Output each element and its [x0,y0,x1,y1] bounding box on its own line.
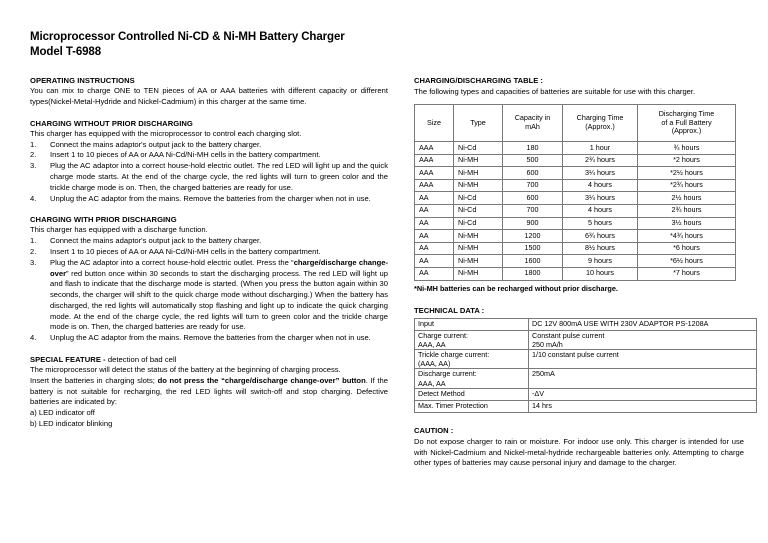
section-heading-charging-discharging-table: CHARGING/DISCHARGING TABLE : [414,76,543,86]
table-row [415,369,757,388]
table-row [415,167,736,180]
cell-size: AA [415,204,454,217]
cell-capacity: 600 [503,192,563,205]
step-number: 2. [30,246,37,256]
header-line: (Approx.) [585,121,615,131]
tech-value-discharge-current [529,369,757,388]
cell-size: AA [415,255,454,268]
cell-size: AA [415,192,454,205]
section-heading-charging-without-prior-discharging: CHARGING WITHOUT PRIOR DISCHARGING [30,118,193,128]
column-header-charging-time [563,104,638,141]
table-row [415,318,757,330]
cell-discharging-time: *7 hours [638,267,736,280]
tech-key-line: Discharge current: [418,369,477,379]
table-row [415,388,757,400]
tech-value-line: -ΔV [532,388,544,398]
header-line: (Approx.) [671,126,702,136]
charging-table-footnote: *Ni-MH batteries can be recharged without prior discharge. [414,283,618,293]
cell-size: AAA [415,179,454,192]
cell-charging-time: 3¼ hours [563,192,638,205]
technical-data-body [415,318,757,412]
cell-discharging-time: 3½ hours [638,217,736,230]
section-heading-caution: CAUTION : [414,425,454,435]
cell-type: Ni-MH [454,167,503,180]
tech-key-line: Trickle charge current: [418,349,490,359]
cell-capacity: 1600 [503,255,563,268]
charging-table-intro: The following types and capacities of batteries are suitable for use with this charger. [414,87,696,97]
tech-value-line: 14 hrs [532,400,552,410]
step-number: 1. [30,139,37,149]
cell-type: Ni-MH [454,179,503,192]
tech-value-input [529,318,757,330]
charging-discharging-table [414,104,736,281]
section-heading-special-feature [30,355,388,364]
cell-size: AAA [415,167,454,180]
step-text: Connect the mains adaptor's output jack to the battery charger. [50,236,262,246]
step-number: 1. [30,236,37,246]
special-feature-text-before: Insert the batteries in charging slots; [30,375,158,385]
table-row [415,179,736,192]
cell-charging-time: 9 hours [563,255,638,268]
cell-discharging-time: ¾ hours [638,141,736,154]
cell-charging-time: 5 hours [563,217,638,230]
cell-charging-time: 6¾ hours [563,230,638,243]
section-heading-charging-with-prior-discharging: CHARGING WITH PRIOR DISCHARGING [30,215,177,225]
tech-key-subline: (AAA, AA) [418,359,451,369]
defective-indicator-b: b) LED indicator blinking [30,418,113,428]
tech-key-line: Input [418,318,434,328]
cell-capacity: 900 [503,217,563,230]
cell-charging-time: 1 hour [563,141,638,154]
tech-key-subline: AAA, AA [418,339,446,349]
cell-type: Ni-MH [454,242,503,255]
column-header-size [415,104,454,141]
tech-key-line: Max. Timer Protection [418,400,488,410]
tech-value-charge-current [529,330,757,349]
tech-key-discharge-current [415,369,529,388]
cell-capacity: 1200 [503,230,563,243]
cell-capacity: 180 [503,141,563,154]
cell-type: Ni-MH [454,154,503,167]
cell-charging-time: 2¾ hours [563,154,638,167]
cell-size: AAA [415,141,454,154]
cell-capacity: 1800 [503,267,563,280]
header-line: Charging Time [576,113,624,123]
cell-capacity: 1500 [503,242,563,255]
tech-value-subline: 250 mA/h [532,339,563,349]
cell-capacity: 600 [503,167,563,180]
operating-instructions-body: You can mix to charge ONE to TEN pieces of AA or AAA batteries with different capacity or different types(Nickel-Metal-Hydride and Nickel-Cadmium) in this charger at the same time. [30,86,388,107]
step-number: 2. [30,150,37,160]
cell-discharging-time: *2¾ hours [638,179,736,192]
step-text: Unplug the AC adaptor from the mains. Remove the batteries from the charger when not in use. [50,193,371,203]
cell-type: Ni-MH [454,255,503,268]
tech-value-detect-method [529,388,757,400]
cell-capacity: 700 [503,179,563,192]
cell-capacity: 700 [503,204,563,217]
special-feature-subtitle: detection of bad cell [105,354,177,364]
step-number: 4. [30,333,37,343]
list-item [30,236,388,247]
header-line: mAh [525,121,540,131]
table-row [415,204,736,217]
table-header [415,104,736,141]
cell-size: AA [415,267,454,280]
table-row [415,255,736,268]
step-number: 3. [30,257,37,267]
table-row [415,230,736,243]
list-item [30,150,388,161]
cell-type: Ni-MH [454,267,503,280]
cell-capacity: 500 [503,154,563,167]
cell-discharging-time: *4¾ hours [638,230,736,243]
special-feature-text-after: . If the battery is not suitable for recharging, the red LED lights will switch-off and stop charging. Defective batteries are indicated by: [30,375,388,407]
list-item [30,247,388,258]
tech-key-input [415,318,529,330]
right-column [414,76,744,469]
step-text: Connect the mains adaptor's output jack to the battery charger. [50,139,262,149]
list-item [30,194,388,205]
cell-type: Ni-Cd [454,217,503,230]
step-text-after: ” red button once within 30 seconds to start the discharging process. The red LED will light up and flash to indicate that the discharge mode is started. (When you press the button again within 30 seconds, the charger will shift to the quick charge mode without discharging.) When the battery has discharged, the red lights will automatically stop flashing and light up to indicate the quick charging mode. At the end of the charge cycle, the red lights will turn to green color and the trickle charge mode is on. Then, the charged batteries are ready for use. [50,268,388,332]
tech-value-line: Constant pulse current [532,330,605,340]
list-item [30,333,388,344]
tech-value-line: DC 12V 800mA USE WITH 230V ADAPTOR PS-1208A [532,318,709,328]
step-text: Unplug the AC adaptor from the mains. Remove the batteries from the charger when not in use. [50,333,371,343]
cell-charging-time: 8½ hours [563,242,638,255]
cell-discharging-time: *6 hours [638,242,736,255]
cell-charging-time: 4 hours [563,204,638,217]
cell-type: Ni-Cd [454,141,503,154]
table-row [415,400,757,412]
page-title: Microprocessor Controlled Ni-CD & Ni-MH Battery Charger [30,31,345,43]
table-row [415,330,757,349]
cell-charging-time: 4 hours [563,179,638,192]
list-item [30,140,388,151]
special-feature-label: SPECIAL FEATURE - [30,354,106,364]
table-row [415,349,757,368]
tech-value-subline: 1/10 constant pulse current [532,349,619,359]
model-number: Model T-6988 [30,46,102,59]
table-row [415,217,736,230]
cell-size: AA [415,217,454,230]
charging-without-prior-steps [30,140,388,205]
table-row [415,192,736,205]
table-row [415,242,736,255]
column-header-discharging-time [638,104,736,141]
special-feature-line-1: The microprocessor will detect the status of the battery at the beginning of charging process. [30,364,341,374]
section-heading-technical-data: TECHNICAL DATA : [414,305,485,315]
technical-data-table [414,318,757,413]
table-row [415,267,736,280]
cell-discharging-time: 2¾ hours [638,204,736,217]
cell-size: AA [415,242,454,255]
cell-discharging-time: *2 hours [638,154,736,167]
header-line: Type [470,117,486,127]
charging-with-prior-intro: This charger has equipped with a discharge function. [30,225,208,235]
table-header-row [415,104,736,141]
step-number: 3. [30,161,37,171]
defective-indicator-a: a) LED indicator off [30,408,95,418]
table-body [415,141,736,280]
cell-discharging-time: 2½ hours [638,192,736,205]
caution-body: Do not expose charger to rain or moisture. For indoor use only. This charger is intended for use with Nickel-Cadmium and Nickel-metal-hydride rechargeable batteries only. Attempting to charge other types of batteries may cause personal injury and damage to the charger. [414,436,744,468]
cell-charging-time: 3¼ hours [563,167,638,180]
table-row [415,141,736,154]
cell-discharging-time: *2½ hours [638,167,736,180]
cell-discharging-time: *6½ hours [638,255,736,268]
cell-type: Ni-Cd [454,192,503,205]
header-line: Capacity in [514,113,551,123]
cell-type: Ni-MH [454,230,503,243]
table-row [415,154,736,167]
header-line: Size [427,117,441,127]
tech-key-detect-method [415,388,529,400]
tech-key-trickle-charge-current [415,349,529,368]
special-feature-text-bold: do not press the “charge/discharge change-over” button [157,375,366,385]
cell-size: AA [415,230,454,243]
tech-key-line: Charge current: [418,330,468,340]
header-line: Discharging Time [658,109,715,119]
two-column-layout [30,76,744,469]
column-header-capacity [503,104,563,141]
tech-value-trickle-charge-current [529,349,757,368]
step-text-before: Plug the AC adaptor into a correct house-hold electric outlet. Press the “ [50,257,294,267]
cell-size: AAA [415,154,454,167]
left-column [30,76,388,429]
step-text: Plug the AC adaptor into a correct house-hold electric outlet. The red LED will light up and the quick charge mode starts. At the end of the charge cycle, the red lights will turn to green color and the trickle charge mode is on. Then, the charged batteries are ready for use. [50,161,388,192]
tech-key-charge-current [415,330,529,349]
tech-value-subline: 250mA [532,369,555,379]
charging-with-prior-steps [30,236,388,344]
section-heading-operating-instructions: OPERATING INSTRUCTIONS [30,76,135,86]
list-item [30,258,388,333]
header-line: of a Full Battery [661,117,712,127]
cell-type: Ni-Cd [454,204,503,217]
step-text: Insert 1 to 10 pieces of AA or AAA Ni-Cd/Ni-MH cells in the battery compartment. [50,150,321,160]
tech-key-line: Detect Method [418,388,465,398]
charging-without-prior-intro: This charger has equipped with the microprocessor to control each charging slot. [30,128,302,138]
step-text: Insert 1 to 10 pieces of AA or AAA Ni-Cd/Ni-MH cells in the battery compartment. [50,246,321,256]
tech-value-max-timer-protection [529,400,757,412]
step-text-bold: charge/discharge change-over [50,257,388,278]
list-item [30,161,388,193]
special-feature-line-2 [30,376,388,408]
tech-key-subline: AAA, AA [418,378,446,388]
step-number: 4. [30,193,37,203]
tech-key-max-timer-protection [415,400,529,412]
cell-charging-time: 10 hours [563,267,638,280]
column-header-type [454,104,503,141]
